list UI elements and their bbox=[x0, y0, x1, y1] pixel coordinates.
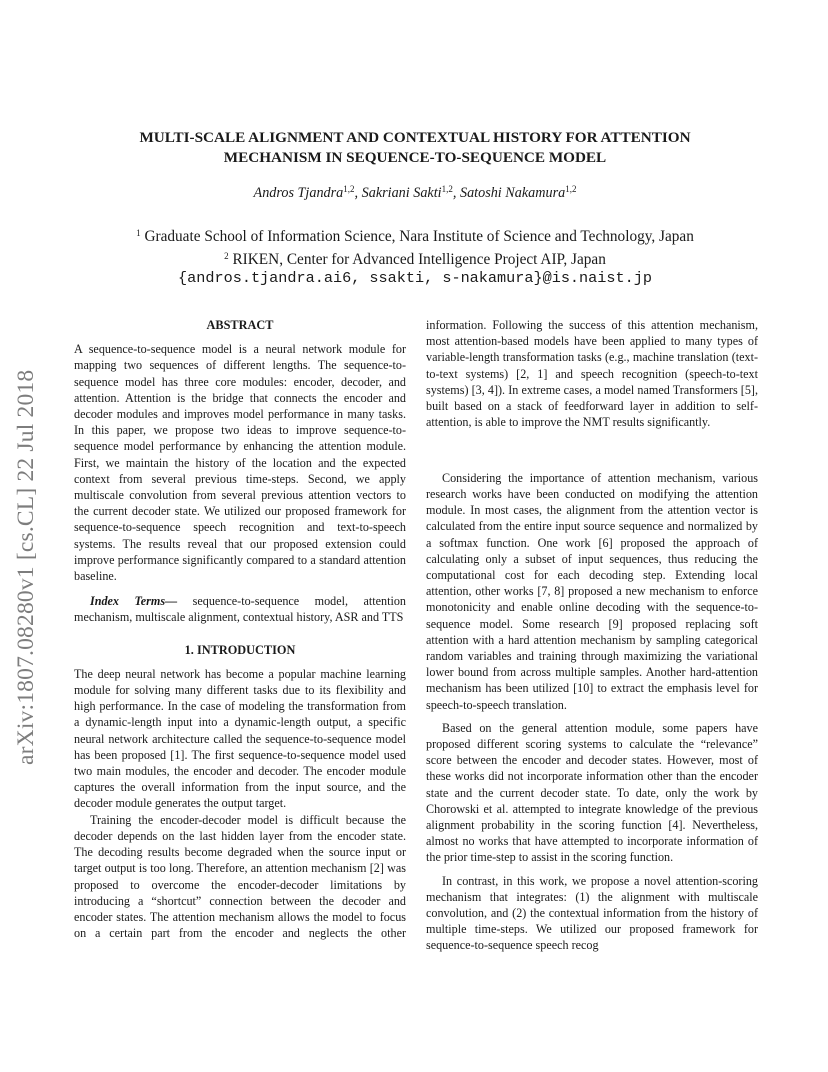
affiliations bbox=[70, 224, 760, 289]
author-emails: {andros.tjandra.ai6, ssakti, s-nakamura}@is.naist.jp bbox=[178, 269, 652, 287]
title-line-1: MULTI-SCALE ALIGNMENT AND CONTEXTUAL HISTORY FOR ATTENTION bbox=[139, 129, 691, 146]
author-name: Satoshi Nakamura bbox=[459, 185, 566, 201]
author-name: Sakriani Sakti bbox=[361, 185, 442, 201]
abstract-text: A sequence-to-sequence model is a neural network module for mapping two sequences of different lengths. The sequence-to-sequence model has three core modules: encoder, decoder, and attention. Attention is the bridge that connects the encoder and decoder modules and improves model performance in many tasks. In this paper, we propose two ideas to improve sequence-to-sequence model performance by enhancing the attention module. First, we maintain the history of the location and the expected context from several previous time-steps. Second, we apply multiscale convolution from several previous attention vectors to the current decoder state. We utilized our proposed framework for sequence-to-sequence speech recognition and text-to-speech systems. The results reveal that our proposed extension could improve performance significantly compared to a standard attention baseline. bbox=[74, 342, 406, 584]
intro-paragraph-4: Based on the general attention module, some papers have proposed different scoring systems to calculate the “relevance” score between the encoder and decoder states. However, most of these works did not incorporate information other than the encoder state and the current decoder state. To date, only the work by Chorowski et al. attempted to integrate knowledge of the previous alignment probability in the scoring function [4]. Nevertheless, almost no works that have attempted to incorporate information of the prior time-step to assist in the scoring function. bbox=[426, 720, 758, 865]
index-terms-text: sequence-to-sequence model, attention mechanism, multiscale alignment, contextual history, ASR and TTS bbox=[74, 594, 406, 625]
paper-title bbox=[70, 128, 760, 168]
abstract-heading: ABSTRACT bbox=[206, 318, 274, 332]
introduction-heading: 1. INTRODUCTION bbox=[184, 642, 296, 657]
title-line-2: MECHANISM IN SEQUENCE-TO-SEQUENCE MODEL bbox=[223, 149, 607, 166]
author-affiliation-mark: 1,2 bbox=[343, 184, 355, 194]
author-affiliation-mark: 1,2 bbox=[565, 184, 577, 194]
intro-paragraph-2: Training the encoder-decoder model is difficult because the decoder depends on the last hidden layer from the encoder state. The decoding results become degraded when the source input or target output is too long. Therefore, an attention mechanism [2] was proposed to overcome the encoder-decoder limitations by introducing a “shortcut” connection between the decoder and encoder states. The attention mechanism allows the model to focus on a certain part from the encoder and neglects the other bbox=[74, 812, 406, 941]
author-affiliation-mark: 1,2 bbox=[441, 184, 453, 194]
affiliation-2: $^2$ RIKEN, Center for Advanced Intelligence Project AIP, Japan bbox=[224, 250, 606, 268]
author-list: Andros Tjandra$^{1,2}$, Sakriani Sakti$^{1,2}$, Satoshi Nakamura$^{1,2}$ bbox=[253, 184, 577, 201]
intro-paragraph-1: The deep neural network has become a popular machine learning module for solving many different tasks due to its flexibility and high performance. In the case of modeling the transformation from a dynamic-length input into a dynamic-length output, a specific neural network architecture called the sequence-to-sequence model has been proposed [1]. The first sequence-to-sequence model used two main modules, the encoder and decoder. The encoder module captures the overall information from the input source, and the decoder module generates the output target. bbox=[74, 666, 406, 811]
arxiv-identifier: arXiv:1807.08280v1 [cs.CL] 22 Jul 2018 bbox=[13, 369, 39, 765]
index-terms-label: Index Terms— bbox=[90, 594, 178, 609]
intro-paragraph-5: In contrast, in this work, we propose a novel attention-scoring mechanism that integrates: (1) the alignment with multiscale convolution, and (2) the contextual information from the history of multiple time-steps. We utilized our proposed framework for sequence-to-sequence speech recog bbox=[426, 873, 758, 953]
intro-paragraph-2-text: information. Following the success of this attention mechanism, most attention-based models have been applied to many types of variable-length transformation tasks (e.g., machine translation (text-to-text systems) [2, 1] and speech recognition (speech-to-text systems) [3, 4]). In extreme cases, a model named Transformers [5], built based on a stack of feedforward layer in addition to self-attention, is able to improve the NMT results significantly. bbox=[426, 318, 758, 430]
left-column bbox=[74, 317, 406, 941]
affiliation-1: $^1$ Graduate School of Information Science, Nara Institute of Science and Technology, Japan bbox=[136, 228, 694, 245]
intro-paragraph-2-continued bbox=[426, 317, 758, 463]
author-name: Andros Tjandra bbox=[253, 185, 344, 201]
right-column bbox=[426, 317, 758, 954]
intro-paragraph-3: Considering the importance of attention mechanism, various research works have been conducted on modifying the attention module. In most cases, the alignment from the attention vector is calculated from the entire input source sequence and normalized by a softmax function. One work [6] proposed the approach of calculating only a subset of input sequences, thus reducing the computational cost for each decoding step. Extending local attention, other works [7, 8] proposed a new mechanism to enforce monotonicity and enable online decoding with the sequence-to-sequence model. Some research [9] proposed replacing soft attention with a hard attention mechanism by sampling categorical random variables and training through maximizing the variational lower bound from across multiple samples. Another hard-attention mechanism has been utilized [10] to extract the emphasis level for speech-to-speech translation. bbox=[426, 470, 758, 712]
index-terms bbox=[74, 593, 406, 625]
